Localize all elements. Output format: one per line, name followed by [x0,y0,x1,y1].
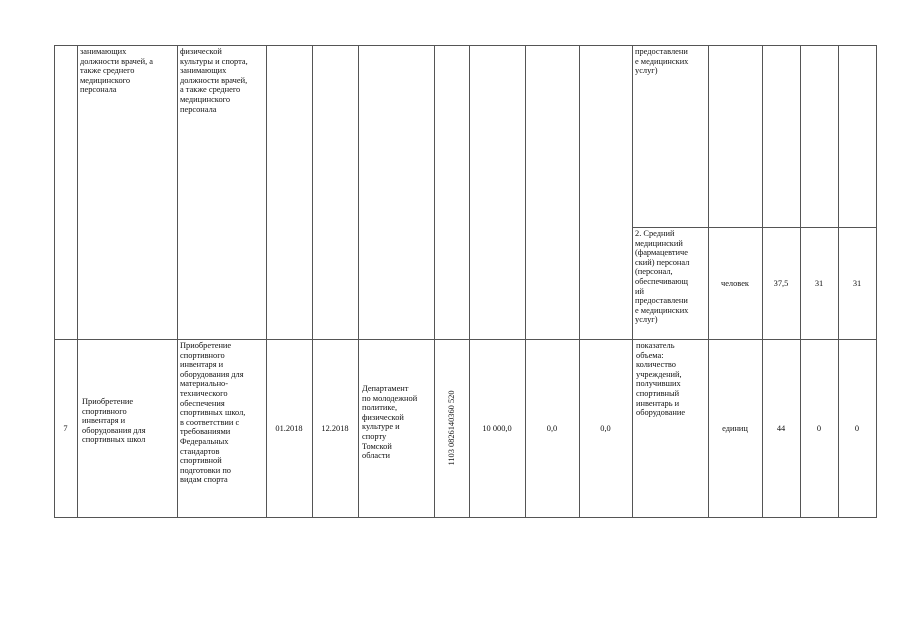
row-7-indicator: показатель объема: количество учреждений, получивших спортивный инвентарь и оборудование [636,341,686,418]
row-7-end-date: 12.2018 [321,424,349,433]
row-7-executor: Департамент по молодежной политике, физической культуре и спорту Томской области [362,384,418,461]
col-line [358,45,359,518]
indicator-2-value-1: 37,5 [773,279,789,288]
row-7-description: Приобретение спортивного инвентаря и оборудования для материально- технического обеспечения спортивных школ, в соответствии с требованиями Федеральных стандартов спортивной подготовки по видам спорта [180,341,246,485]
row-7-amount-2: 0,0 [546,424,558,433]
col-line [579,45,580,518]
row-7-unit: единиц [722,424,748,433]
cont-target-text: занимающих должности врачей, а также среднего медицинского персонала [80,47,153,95]
col-line [434,45,435,518]
col-line [77,45,78,518]
row-7-value-1: 44 [776,424,786,433]
col-line [632,45,633,518]
col-line [266,45,267,518]
row-7-start-date: 01.2018 [275,424,303,433]
indicator-2-value-3: 31 [852,279,862,288]
col-line [177,45,178,518]
row-7-name: Приобретение спортивного инвентаря и оборудования для спортивных школ [82,397,146,445]
row-7-budget-code: 1103 0826140360 520 [447,390,456,466]
col-line [525,45,526,518]
row-7-amount-3: 0,0 [600,424,611,433]
cont-description-text: физической культуры и спорта, занимающих должности врачей, а также среднего медицинского персонала [180,47,248,114]
row-7-value-2: 0 [816,424,822,433]
row-divider-indicator [632,227,876,228]
cont-indicator-text: предоставлени е медицинских услуг) [635,47,689,76]
row-7-number: 7 [63,424,68,433]
indicator-2-name: 2. Средний медицинский (фармацевтиче ский) персонал (персонал, обеспечивающ ий предоставлени е медицинских услуг) [635,229,690,325]
col-line [54,45,55,518]
indicator-2-unit: человек [721,279,749,288]
col-line [312,45,313,518]
row-7-amount: 10 000,0 [482,424,512,433]
indicator-2-value-2: 31 [814,279,824,288]
col-line [469,45,470,518]
row-7-value-3: 0 [854,424,860,433]
col-line [876,45,877,518]
